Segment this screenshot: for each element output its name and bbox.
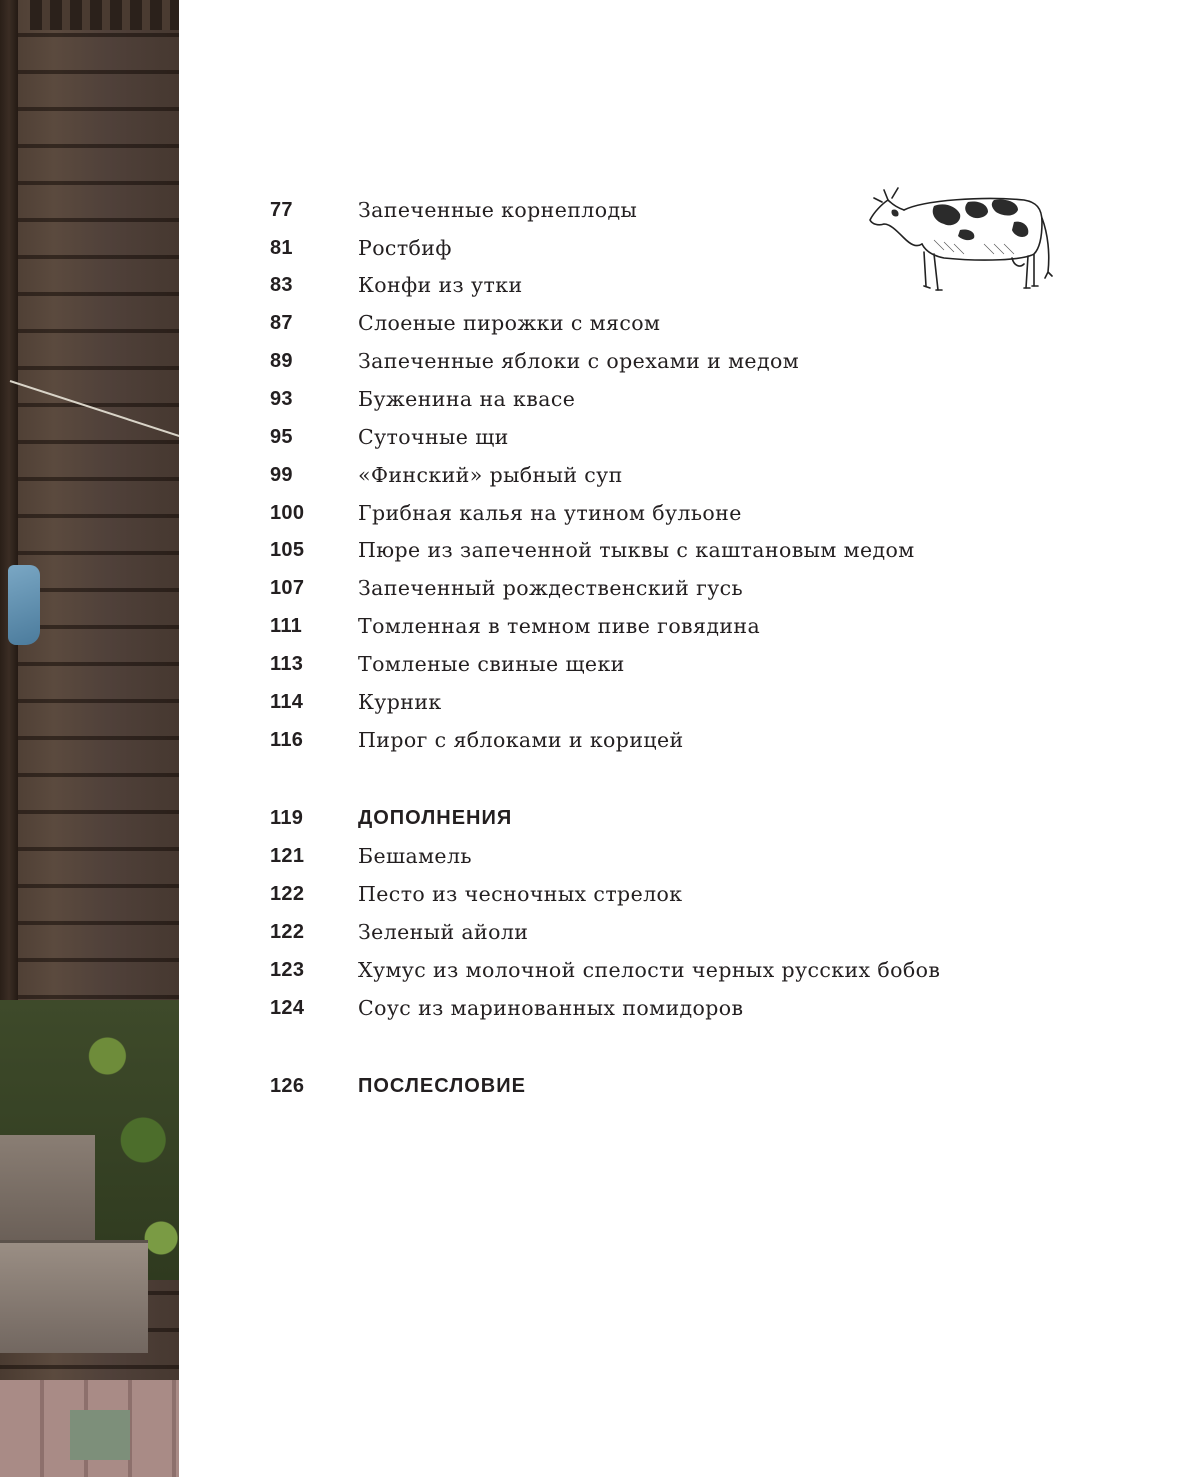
- page-number: 113: [270, 652, 304, 675]
- entry-title: Пюре из запеченной тыквы с каштановым медом: [358, 538, 915, 562]
- entry-title: Томленые свиные щеки: [358, 652, 625, 676]
- toc-entry[interactable]: [262, 342, 799, 380]
- entry-title: Пирог с яблоками и корицей: [358, 728, 684, 752]
- entry-title: Буженина на квасе: [358, 387, 576, 411]
- toc-entry[interactable]: [262, 531, 915, 569]
- entry-title: Запеченные корнеплоды: [358, 198, 638, 222]
- toc-entry[interactable]: [262, 683, 442, 721]
- page-number: 114: [270, 690, 304, 713]
- page-number: 105: [270, 538, 305, 561]
- cow-illustration: [864, 178, 1054, 302]
- page-number: 126: [270, 1074, 305, 1097]
- entry-title: Грибная калья на утином бульоне: [358, 501, 742, 525]
- entry-title: Запеченные яблоки с орехами и медом: [358, 349, 800, 373]
- entry-title: Песто из чесночных стрелок: [358, 882, 683, 906]
- toc-entry[interactable]: [262, 380, 575, 418]
- page-number: 123: [270, 958, 305, 981]
- toc-entry[interactable]: [262, 229, 452, 267]
- toc-entry[interactable]: [262, 569, 743, 607]
- page-number: 119: [270, 806, 304, 829]
- entry-title: Конфи из утки: [358, 273, 523, 297]
- entry-title: Соус из маринованных помидоров: [358, 996, 744, 1020]
- section-title: ПОСЛЕСЛОВИЕ: [358, 1074, 526, 1097]
- entry-title: Запеченный рождественский гусь: [358, 576, 744, 600]
- entry-title: Зеленый айоли: [358, 920, 529, 944]
- entry-title: «Финский» рыбный суп: [358, 463, 623, 487]
- toc-entry[interactable]: [262, 837, 472, 875]
- toc-entry[interactable]: [262, 456, 623, 494]
- entry-title: Курник: [358, 690, 442, 714]
- entry-title: Суточные щи: [358, 425, 509, 449]
- toc-entry[interactable]: [262, 913, 528, 951]
- page-number: 83: [270, 273, 293, 296]
- toc-entry[interactable]: [262, 418, 509, 456]
- page-number: 122: [270, 882, 305, 905]
- toc-entry[interactable]: [262, 266, 523, 304]
- page-number: 93: [270, 387, 293, 410]
- entry-title: Ростбиф: [358, 236, 452, 260]
- page-number: 99: [270, 463, 293, 486]
- toc-section-appendix[interactable]: [262, 799, 512, 837]
- toc-entry[interactable]: [262, 951, 940, 989]
- entry-title: Томленная в темном пиве говядина: [358, 614, 761, 638]
- page-number: 116: [270, 728, 304, 751]
- entry-title: Слоеные пирожки с мясом: [358, 311, 661, 335]
- toc-entry[interactable]: [262, 304, 660, 342]
- page-number: 77: [270, 198, 293, 221]
- page-number: 124: [270, 996, 305, 1019]
- toc-entry[interactable]: [262, 191, 637, 229]
- page-number: 87: [270, 311, 293, 334]
- entry-title: Бешамель: [358, 844, 472, 868]
- toc-entry[interactable]: [262, 721, 684, 759]
- page-number: 111: [270, 614, 303, 637]
- entry-title: Хумус из молочной спелости черных русских бобов: [358, 958, 941, 982]
- page-number: 107: [270, 576, 305, 599]
- toc-entry[interactable]: [262, 875, 683, 913]
- page-number: 122: [270, 920, 305, 943]
- toc-entry[interactable]: [262, 607, 760, 645]
- toc-entry[interactable]: [262, 645, 625, 683]
- page-number: 89: [270, 349, 293, 372]
- page-number: 81: [270, 236, 293, 259]
- page-number: 95: [270, 425, 293, 448]
- section-title: ДОПОЛНЕНИЯ: [358, 806, 513, 829]
- toc-entry[interactable]: [262, 989, 743, 1027]
- toc-section-afterword[interactable]: [262, 1067, 526, 1105]
- page-number: 121: [270, 844, 305, 867]
- page-number: 100: [270, 501, 305, 524]
- toc-entry[interactable]: [262, 494, 742, 532]
